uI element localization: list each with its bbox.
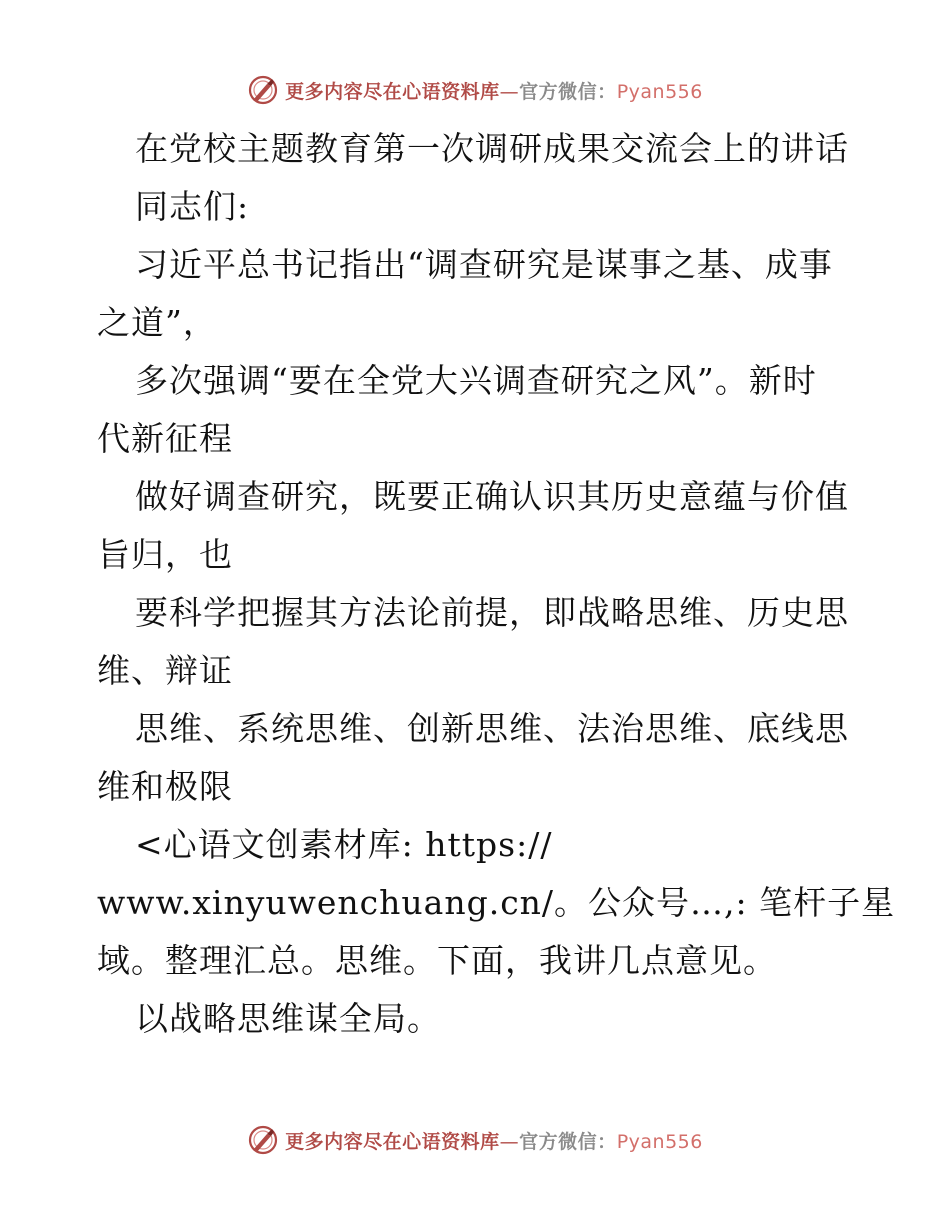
paragraph-line: 思维、系统思维、创新思维、法治思维、底线思 <box>135 709 849 748</box>
paragraph-line: 代新征程 <box>97 419 233 458</box>
paragraph-line: 维、辩证 <box>97 651 233 690</box>
header-watermark-banner <box>0 70 950 110</box>
paragraph-line: 之道”， <box>97 303 217 342</box>
paragraph-line: www.xinyuwenchuang.cn/。公众号…,: 笔杆子星 <box>97 883 896 922</box>
paragraph-line: 维和极限 <box>97 767 233 806</box>
salutation: 同志们: <box>135 187 250 226</box>
pen-logo-icon <box>247 1124 279 1156</box>
banner-wechat-id: Pyan556 <box>616 80 703 103</box>
section-heading: 以战略思维谋全局。 <box>135 999 441 1038</box>
paragraph-line: <心语文创素材库: https:// <box>135 825 553 864</box>
paragraph-line: 要科学把握其方法论前提，即战略思维、历史思 <box>135 593 849 632</box>
document-body <box>97 120 896 1048</box>
paragraph-line: 习近平总书记指出“调查研究是谋事之基、成事 <box>135 245 833 284</box>
banner-text <box>285 1127 703 1154</box>
banner-wechat-label: 官方微信： <box>519 1130 617 1153</box>
banner-wechat-label: 官方微信： <box>519 80 617 103</box>
banner-text <box>285 77 703 104</box>
paragraph-line: 域。整理汇总。思维。下面，我讲几点意见。 <box>97 941 777 980</box>
pen-logo-icon <box>247 74 279 106</box>
paragraph-line: 多次强调“要在全党大兴调查研究之风”。新时 <box>135 361 817 400</box>
banner-dash: — <box>499 80 520 103</box>
banner-main-text: 更多内容尽在心语资料库 <box>285 80 500 103</box>
paragraph-line: 做好调查研究，既要正确认识其历史意蕴与价值 <box>135 477 849 516</box>
paragraph-line: 旨归，也 <box>97 535 233 574</box>
document-title: 在党校主题教育第一次调研成果交流会上的讲话 <box>135 129 849 168</box>
banner-dash: — <box>499 1130 520 1153</box>
footer-watermark-banner <box>0 1120 950 1160</box>
banner-wechat-id: Pyan556 <box>616 1130 703 1153</box>
banner-main-text: 更多内容尽在心语资料库 <box>285 1130 500 1153</box>
